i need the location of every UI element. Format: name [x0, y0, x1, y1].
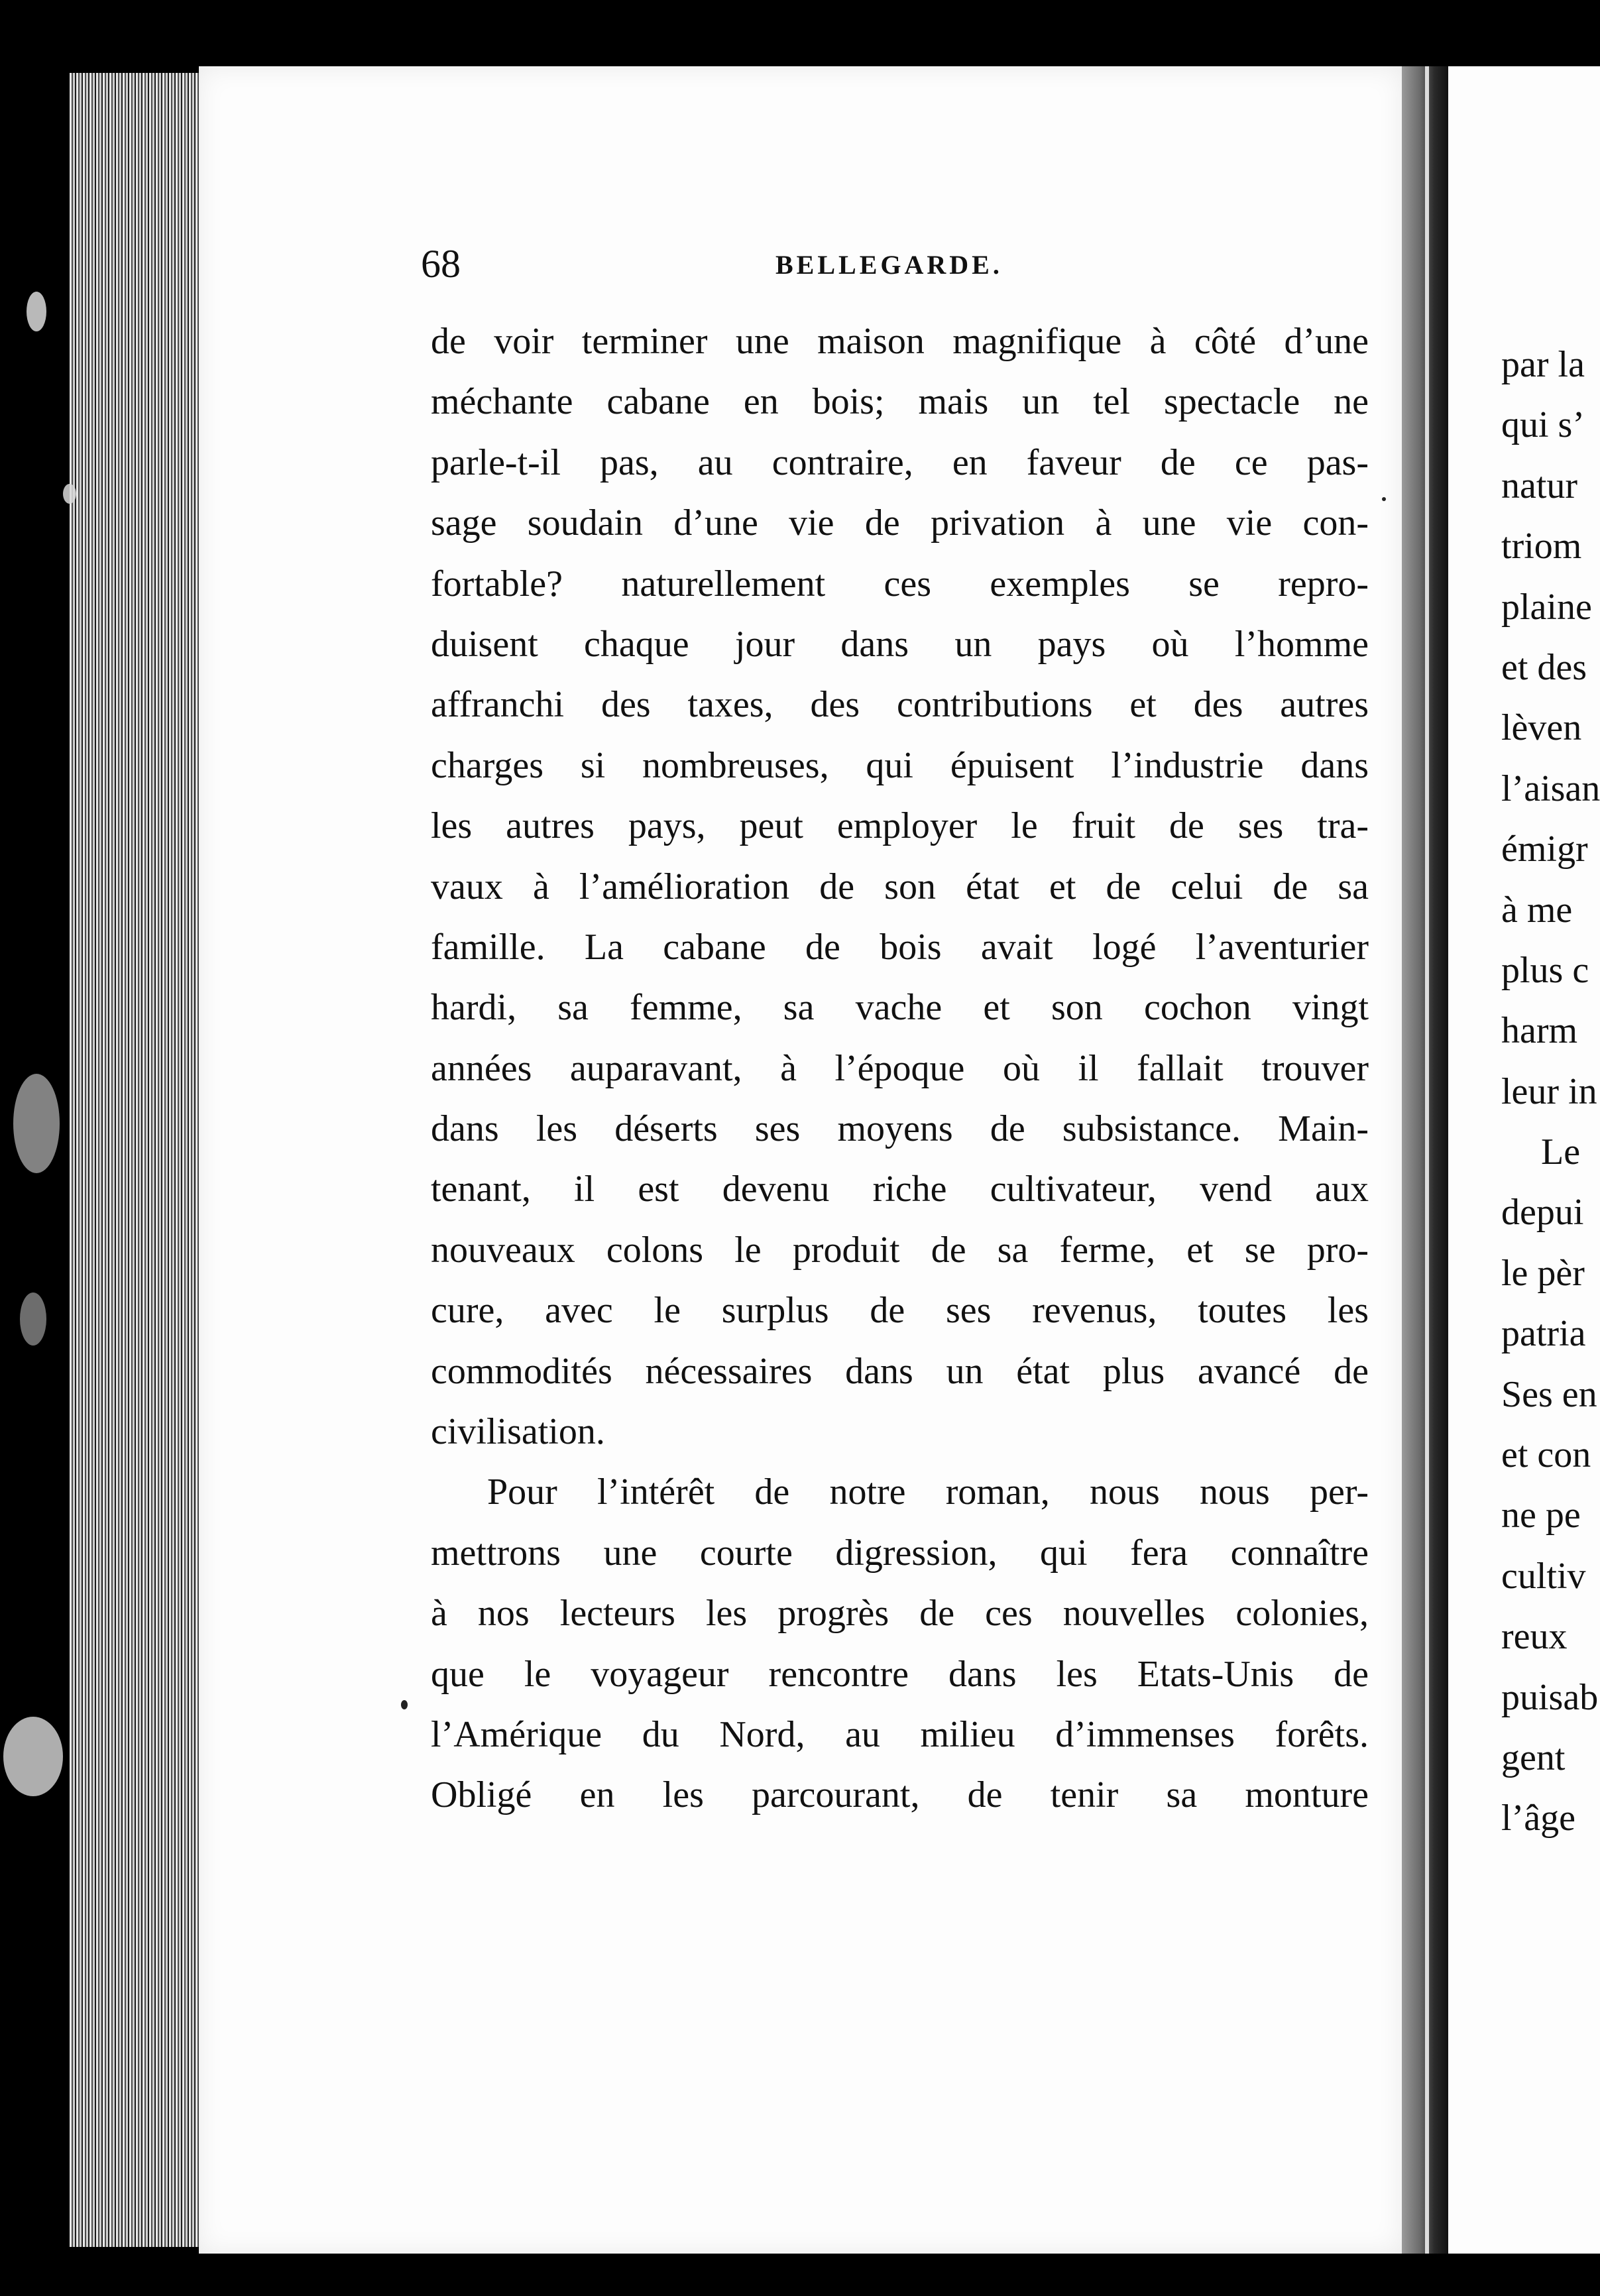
page-number: 68 [421, 242, 461, 286]
facing-line: plaine [1501, 586, 1592, 628]
gutter-highlight [1425, 66, 1429, 2254]
facing-line: et des [1501, 646, 1587, 688]
body-text [431, 312, 1369, 1826]
ink-mark [1382, 497, 1386, 501]
text-line: nouveaux colons le produit de sa ferme, et se pro- [431, 1229, 1369, 1271]
text-line: dans les déserts ses moyens de subsistance. Main- [431, 1108, 1369, 1150]
facing-line: Le [1541, 1131, 1581, 1173]
facing-line: natur [1501, 465, 1578, 506]
facing-line: depui [1501, 1192, 1584, 1234]
text-line: à nos lecteurs les progrès de ces nouvelles colonies, [431, 1593, 1369, 1635]
facing-line: triom [1501, 526, 1582, 567]
scan-speck [20, 1292, 46, 1346]
facing-page-text [1501, 335, 1600, 1849]
text-line: sage soudain d’une vie de privation à une vie con- [431, 502, 1369, 544]
scan-speck [3, 1717, 63, 1796]
page-edge-stack [70, 73, 202, 2247]
facing-line: l’aisan [1501, 768, 1600, 809]
text-line: commodités nécessaires dans un état plus avancé de [431, 1350, 1369, 1392]
text-line: famille. La cabane de bois avait logé l’aventurier [431, 926, 1369, 968]
text-line: que le voyageur rencontre dans les Etats-Unis de [431, 1653, 1369, 1695]
text-line: Pour l’intérêt de notre roman, nous nous per- [487, 1471, 1369, 1513]
facing-line: harm [1501, 1010, 1578, 1052]
facing-page [1448, 66, 1600, 2254]
text-line: tenant, il est devenu riche cultivateur, vend aux [431, 1169, 1369, 1210]
text-line: duisent chaque jour dans un pays où l’homme [431, 623, 1369, 665]
facing-line: Ses en [1501, 1373, 1597, 1415]
text-line: affranchi des taxes, des contributions et des autres [431, 684, 1369, 726]
facing-line: qui s’ [1501, 404, 1585, 446]
facing-line: le pèr [1501, 1252, 1585, 1294]
text-line: Obligé en les parcourant, de tenir sa monture [431, 1774, 1369, 1816]
scan-speck [13, 1074, 60, 1173]
facing-line: l’âge [1501, 1798, 1575, 1839]
facing-line: reux [1501, 1616, 1568, 1658]
scan-speck [27, 292, 46, 331]
scan-speck [63, 484, 76, 504]
facing-line: patria [1501, 1313, 1586, 1355]
text-line: cure, avec le surplus de ses revenus, toutes les [431, 1290, 1369, 1332]
text-line: charges si nombreuses, qui épuisent l’industrie dans [431, 744, 1369, 786]
facing-line: plus c [1501, 949, 1589, 991]
text-line: fortable? naturellement ces exemples se repro- [431, 563, 1369, 604]
running-head [411, 244, 1372, 284]
facing-line: à me [1501, 889, 1573, 931]
facing-line: ne pe [1501, 1495, 1581, 1536]
facing-line: puisab [1501, 1676, 1599, 1718]
facing-line: émigr [1501, 829, 1588, 870]
text-line: hardi, sa femme, sa vache et son cochon vingt [431, 987, 1369, 1029]
text-line: vaux à l’amélioration de son état et de celui de sa [431, 866, 1369, 907]
facing-line: leur in [1501, 1070, 1597, 1112]
text-line: années auparavant, à l’époque où il fallait trouver [431, 1047, 1369, 1089]
text-line: de voir terminer une maison magnifique à côté d’une [431, 321, 1369, 362]
facing-line: lèven [1501, 707, 1582, 749]
facing-line: cultiv [1501, 1555, 1586, 1597]
facing-line: par la [1501, 344, 1585, 385]
text-line: civilisation. [431, 1411, 605, 1453]
facing-line: et con [1501, 1434, 1591, 1476]
running-title: BELLEGARDE. [775, 250, 1003, 280]
facing-line: gent [1501, 1737, 1566, 1778]
text-line: les autres pays, peut employer le fruit de ses tra- [431, 805, 1369, 847]
text-line: méchante cabane en bois; mais un tel spectacle ne [431, 381, 1369, 423]
text-line: mettrons une courte digression, qui fera connaître [431, 1532, 1369, 1574]
ink-mark [401, 1700, 408, 1709]
text-line: l’Amérique du Nord, au milieu d’immenses forêts. [431, 1713, 1369, 1755]
text-line: parle-t-il pas, au contraire, en faveur de ce pas- [431, 441, 1369, 483]
